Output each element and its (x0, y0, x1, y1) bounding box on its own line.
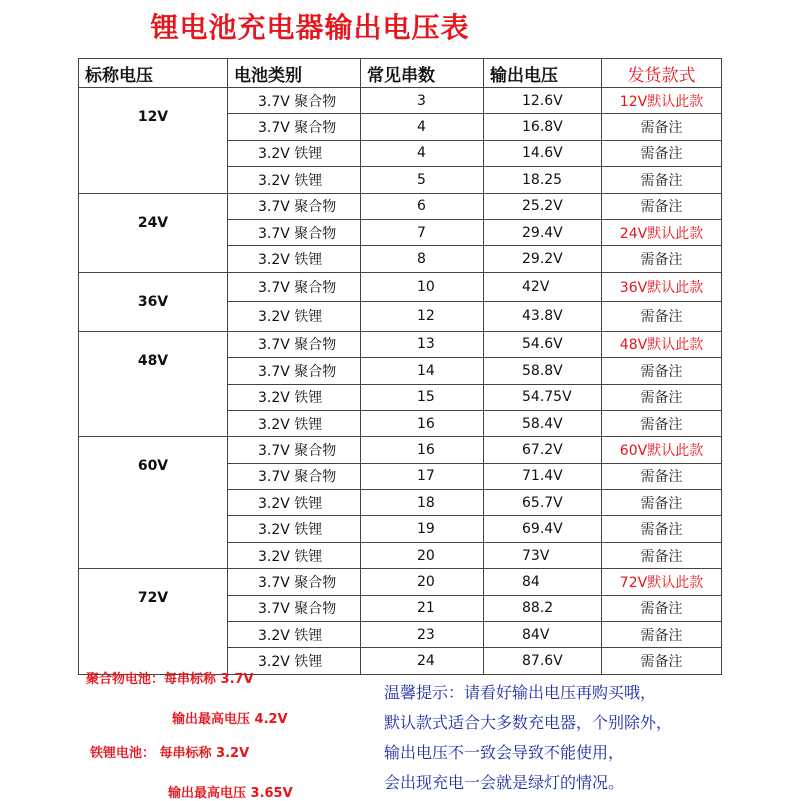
output-voltage-cell: 65.7V (484, 490, 602, 516)
cell-count-cell: 4 (361, 140, 484, 166)
tip-line: 输出电压不一致会导致不能使用， (384, 743, 625, 762)
cell-count-cell: 24 (361, 648, 484, 674)
output-voltage-cell: 29.4V (484, 219, 602, 245)
output-voltage-cell: 84V (484, 622, 602, 648)
output-voltage-cell: 58.4V (484, 410, 602, 436)
battery-type-cell: 3.2V 铁锂 (228, 516, 361, 542)
battery-type-cell: 3.7V 聚合物 (228, 331, 361, 357)
nominal-voltage-label: 48V (79, 331, 228, 437)
ship-style-cell: 需备注 (602, 622, 722, 648)
output-voltage-cell: 87.6V (484, 648, 602, 674)
battery-type-cell: 3.2V 铁锂 (228, 384, 361, 410)
battery-type-cell: 3.2V 铁锂 (228, 140, 361, 166)
output-voltage-cell: 16.8V (484, 114, 602, 140)
nominal-voltage-label: 72V (79, 569, 228, 675)
lfp-note: 铁锂电池： 每串标称 3.2V (90, 746, 250, 761)
ship-style-cell: 需备注 (602, 140, 722, 166)
header-cell-count: 常见串数 (361, 59, 484, 88)
cell-count-cell: 23 (361, 622, 484, 648)
nominal-voltage-label: 36V (79, 272, 228, 331)
cell-count-cell: 8 (361, 246, 484, 272)
ship-style-cell: 48V默认此款 (602, 331, 722, 357)
battery-type-cell: 3.7V 聚合物 (228, 272, 361, 302)
ship-style-cell: 24V默认此款 (602, 219, 722, 245)
battery-type-cell: 3.7V 聚合物 (228, 88, 361, 114)
cell-count-cell: 20 (361, 542, 484, 568)
battery-type-cell: 3.7V 聚合物 (228, 358, 361, 384)
ship-style-cell: 需备注 (602, 490, 722, 516)
cell-count-cell: 15 (361, 384, 484, 410)
ship-style-cell: 12V默认此款 (602, 88, 722, 114)
cell-count-cell: 6 (361, 193, 484, 219)
cell-count-cell: 13 (361, 331, 484, 357)
ship-style-cell: 60V默认此款 (602, 437, 722, 463)
battery-type-cell: 3.2V 铁锂 (228, 622, 361, 648)
tip-line: 会出现充电一会就是绿灯的情况。 (384, 773, 625, 792)
battery-type-cell: 3.2V 铁锂 (228, 410, 361, 436)
cell-count-cell: 17 (361, 463, 484, 489)
battery-type-cell: 3.7V 聚合物 (228, 463, 361, 489)
output-voltage-cell: 58.8V (484, 358, 602, 384)
battery-type-cell: 3.2V 铁锂 (228, 302, 361, 332)
table-row (79, 272, 722, 302)
battery-type-cell: 3.7V 聚合物 (228, 219, 361, 245)
cell-count-cell: 14 (361, 358, 484, 384)
battery-type-cell: 3.7V 聚合物 (228, 569, 361, 595)
cell-count-cell: 5 (361, 167, 484, 193)
output-voltage-cell: 14.6V (484, 140, 602, 166)
ship-style-cell: 需备注 (602, 358, 722, 384)
header-ship-style: 发货款式 (602, 59, 722, 88)
cell-count-cell: 16 (361, 437, 484, 463)
output-voltage-cell: 88.2 (484, 595, 602, 621)
battery-type-cell: 3.2V 铁锂 (228, 648, 361, 674)
output-voltage-cell: 73V (484, 542, 602, 568)
output-voltage-cell: 25.2V (484, 193, 602, 219)
cell-count-cell: 20 (361, 569, 484, 595)
cell-count-cell: 4 (361, 114, 484, 140)
battery-type-cell: 3.7V 聚合物 (228, 114, 361, 140)
battery-type-cell: 3.7V 聚合物 (228, 193, 361, 219)
table-body (79, 88, 722, 675)
table-row (79, 437, 722, 463)
table-row (79, 331, 722, 357)
voltage-table (78, 58, 722, 675)
polymer-note: 聚合物电池：每串标称 3.7V (86, 672, 254, 687)
output-voltage-cell: 67.2V (484, 437, 602, 463)
ship-style-cell: 需备注 (602, 114, 722, 140)
ship-style-cell: 72V默认此款 (602, 569, 722, 595)
table-row (79, 569, 722, 595)
tip-line: 温馨提示：请看好输出电压再购买哦， (384, 683, 657, 702)
tips-block (384, 680, 672, 800)
table-row (79, 88, 722, 114)
nominal-voltage-label: 12V (79, 88, 228, 194)
output-voltage-cell: 12.6V (484, 88, 602, 114)
output-voltage-cell: 42V (484, 272, 602, 302)
cell-count-cell: 7 (361, 219, 484, 245)
ship-style-cell: 需备注 (602, 542, 722, 568)
header-output-voltage: 输出电压 (484, 59, 602, 88)
page-title: 锂电池充电器输出电压表 (150, 11, 470, 44)
battery-type-cell: 3.2V 铁锂 (228, 246, 361, 272)
cell-count-cell: 12 (361, 302, 484, 332)
ship-style-cell: 需备注 (602, 246, 722, 272)
ship-style-cell: 需备注 (602, 516, 722, 542)
table-header-row (79, 59, 722, 88)
ship-style-cell: 需备注 (602, 193, 722, 219)
output-voltage-cell: 54.6V (484, 331, 602, 357)
ship-style-cell: 需备注 (602, 302, 722, 332)
output-voltage-cell: 29.2V (484, 246, 602, 272)
output-voltage-cell: 43.8V (484, 302, 602, 332)
output-voltage-cell: 71.4V (484, 463, 602, 489)
output-voltage-cell: 54.75V (484, 384, 602, 410)
cell-count-cell: 19 (361, 516, 484, 542)
ship-style-cell: 需备注 (602, 167, 722, 193)
ship-style-cell: 需备注 (602, 595, 722, 621)
cell-count-cell: 21 (361, 595, 484, 621)
battery-type-cell: 3.7V 聚合物 (228, 595, 361, 621)
cell-count-cell: 18 (361, 490, 484, 516)
battery-type-cell: 3.2V 铁锂 (228, 542, 361, 568)
output-voltage-cell: 69.4V (484, 516, 602, 542)
cell-count-cell: 16 (361, 410, 484, 436)
output-voltage-cell: 18.25 (484, 167, 602, 193)
ship-style-cell: 需备注 (602, 463, 722, 489)
table-row (79, 193, 722, 219)
polymer-max-note: 输出最高电压 4.2V (172, 712, 288, 727)
ship-style-cell: 需备注 (602, 410, 722, 436)
header-battery-type: 电池类别 (228, 59, 361, 88)
nominal-voltage-label: 24V (79, 193, 228, 272)
battery-type-cell: 3.2V 铁锂 (228, 490, 361, 516)
ship-style-cell: 36V默认此款 (602, 272, 722, 302)
cell-count-cell: 3 (361, 88, 484, 114)
header-nominal-voltage: 标称电压 (79, 59, 228, 88)
output-voltage-cell: 84 (484, 569, 602, 595)
lfp-max-note: 输出最高电压 3.65V (168, 786, 293, 801)
ship-style-cell: 需备注 (602, 648, 722, 674)
nominal-voltage-label: 60V (79, 437, 228, 569)
battery-type-cell: 3.2V 铁锂 (228, 167, 361, 193)
ship-style-cell: 需备注 (602, 384, 722, 410)
tip-line: 默认款式适合大多数充电器，个别除外， (384, 713, 673, 732)
cell-count-cell: 10 (361, 272, 484, 302)
battery-type-cell: 3.7V 聚合物 (228, 437, 361, 463)
